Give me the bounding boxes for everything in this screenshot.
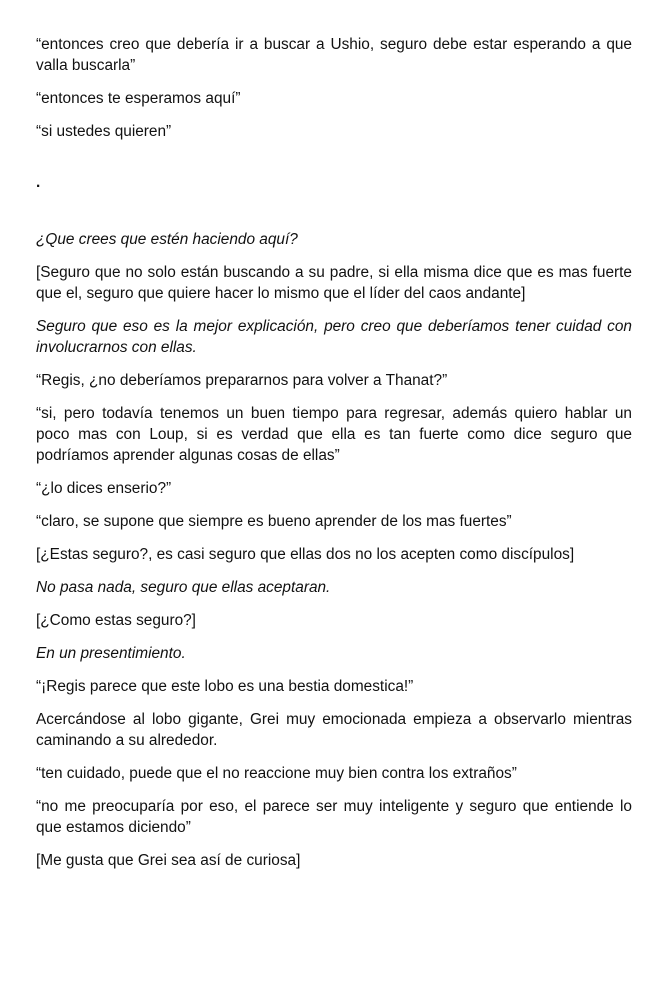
paragraph-16: Acercándose al lobo gigante, Grei muy emocionada empieza a observarlo mientras caminando a su alrededor. <box>36 711 632 749</box>
document-page <box>36 34 632 883</box>
paragraph-8: “si, pero todavía tenemos un buen tiempo para regresar, además quiero hablar un poco mas con Loup, si es verdad que ella es tan fuerte como dice seguro que podríamos aprender algunas cosas de ellas” <box>36 405 632 464</box>
paragraph-11: [¿Estas seguro?, es casi seguro que ellas dos no los acepten como discípulos] <box>36 546 575 563</box>
paragraph-2: “entonces te esperamos aquí” <box>36 90 241 107</box>
paragraph-15: “¡Regis parece que este lobo es una bestia domestica!” <box>36 678 414 695</box>
paragraph-1: “entonces creo que debería ir a buscar a Ushio, seguro debe estar esperando a que valla buscarla” <box>36 36 632 74</box>
paragraph-12: No pasa nada, seguro que ellas aceptaran. <box>36 579 331 596</box>
paragraph-17: “ten cuidado, puede que el no reaccione muy bien contra los extraños” <box>36 765 517 782</box>
paragraph-14: En un presentimiento. <box>36 645 186 662</box>
paragraph-7: “Regis, ¿no deberíamos prepararnos para volver a Thanat?” <box>36 372 448 389</box>
paragraph-5: [Seguro que no solo están buscando a su padre, si ella misma dice que es mas fuerte que el, seguro que quiere hacer lo mismo que el líder del caos andante] <box>36 264 632 302</box>
paragraph-3: “si ustedes quieren” <box>36 123 172 140</box>
scene-separator: . <box>36 174 41 191</box>
paragraph-18: “no me preocuparía por eso, el parece ser muy inteligente y seguro que entiende lo que estamos diciendo” <box>36 798 632 836</box>
paragraph-19: [Me gusta que Grei sea así de curiosa] <box>36 852 301 869</box>
paragraph-9: “¿lo dices enserio?” <box>36 480 172 497</box>
paragraph-6: Seguro que eso es la mejor explicación, pero creo que deberíamos tener cuidad con involucrarnos con ellas. <box>36 318 632 356</box>
paragraph-10: “claro, se supone que siempre es bueno aprender de los mas fuertes” <box>36 513 512 530</box>
paragraph-4: ¿Que crees que estén haciendo aquí? <box>36 231 298 248</box>
paragraph-13: [¿Como estas seguro?] <box>36 612 196 629</box>
